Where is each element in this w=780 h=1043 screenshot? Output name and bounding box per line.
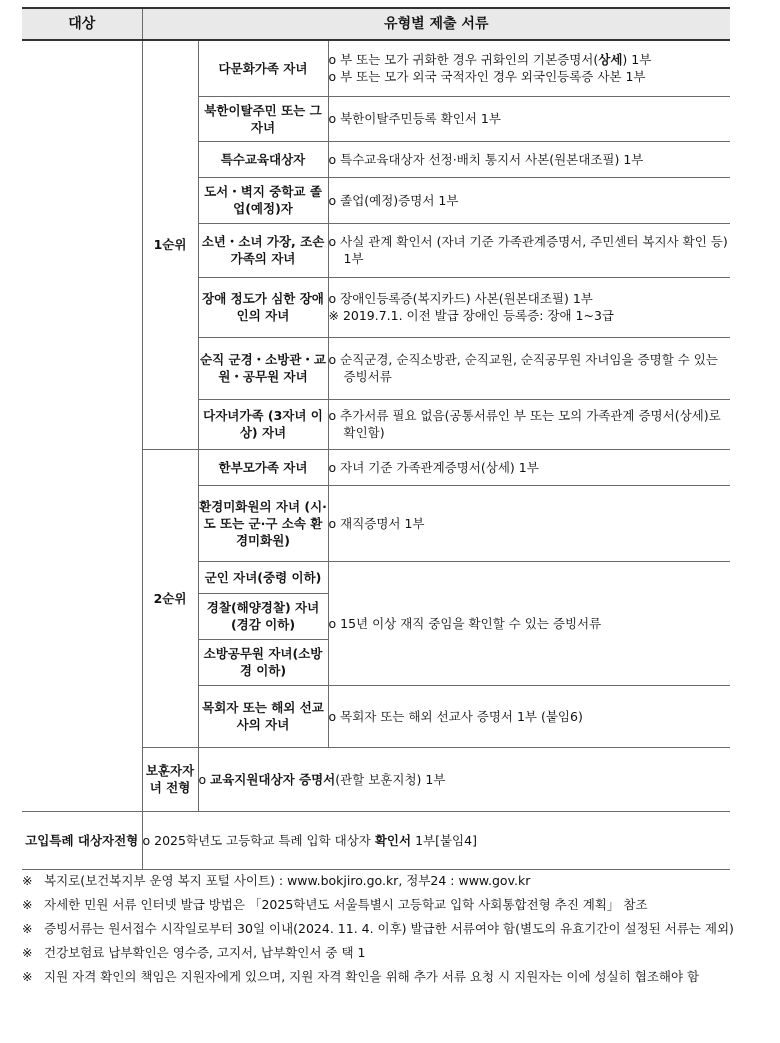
doc-line: o 부 또는 모가 외국 국적자인 경우 외국인등록증 사본 1부 <box>328 69 646 85</box>
header-target: 대상 <box>22 8 142 40</box>
priority-2-label: 2순위 <box>142 449 198 747</box>
header-row <box>22 8 730 40</box>
doc-line: o 졸업(예정)증명서 1부 <box>328 192 459 208</box>
doc-line: o 부 또는 모가 귀화한 경우 귀화인의 기본증명서(상세) 1부 <box>328 52 652 68</box>
doc-line: o 재직증명서 1부 <box>328 515 425 531</box>
category-cell: 경찰(해양경찰) 자녀(경감 이하) <box>198 593 328 639</box>
doc-cell <box>328 223 730 277</box>
category-cell: 북한이탈주민 또는 그 자녀 <box>198 96 328 141</box>
category-cell: 한부모가족 자녀 <box>198 449 328 485</box>
doc-cell <box>328 337 730 399</box>
table-row <box>22 811 730 869</box>
doc-cell <box>328 685 730 747</box>
header-docs: 유형별 제출 서류 <box>142 8 730 40</box>
note-item: ※ 지원 자격 확인의 책임은 지원자에게 있으며, 지원 자격 확인을 위해 추가 서류 요청 시 지원자는 이에 성실히 협조해야 함 <box>22 969 700 984</box>
category-cell: 다자녀가족 (3자녀 이상) 자녀 <box>198 399 328 449</box>
doc-cell <box>328 399 730 449</box>
special-label: 고입특례 대상자전형 <box>22 811 142 869</box>
note-item: ※ 건강보험료 납부확인은 영수증, 고지서, 납부확인서 중 택 1 <box>22 945 366 960</box>
doc-cell <box>328 485 730 561</box>
doc-line: o 순직군경, 순직소방관, 순직교원, 순직공무원 자녀임을 증명할 수 있는 증빙서류 <box>328 352 718 384</box>
doc-line: o 자녀 기준 가족관계증명서(상세) 1부 <box>328 459 539 475</box>
doc-cell <box>328 177 730 223</box>
category-cell: 특수교육대상자 <box>198 141 328 177</box>
veterans-doc: o 교육지원대상자 증명서(관할 보훈지청) 1부 <box>198 747 730 811</box>
category-cell: 다문화가족 자녀 <box>198 40 328 96</box>
doc-cell <box>328 141 730 177</box>
doc-line: o 15년 이상 재직 중임을 확인할 수 있는 증빙서류 <box>328 615 602 631</box>
doc-line: o 특수교육대상자 선정·배치 통지서 사본(원본대조필) 1부 <box>328 151 644 167</box>
doc-line: o 목회자 또는 해외 선교사 증명서 1부 (붙임6) <box>328 708 583 724</box>
doc-cell <box>328 277 730 337</box>
doc-cell <box>328 561 730 685</box>
category-cell: 군인 자녀(중령 이하) <box>198 561 328 593</box>
doc-cell <box>328 449 730 485</box>
doc-line: o 장애인등록증(복지카드) 사본(원본대조필) 1부 <box>328 291 593 306</box>
note-item: ※ 증빙서류는 원서접수 시작일로부터 30일 이내(2024. 11. 4. 이후) 발급한 서류여야 함(별도의 유효기간이 설정된 서류는 제외) <box>22 921 734 936</box>
empty-target-cell <box>22 40 142 811</box>
doc-line: o 추가서류 필요 없음(공통서류인 부 또는 모의 가족관계 증명서(상세)로 확인함) <box>328 408 721 440</box>
category-cell: 소방공무원 자녀(소방경 이하) <box>198 639 328 685</box>
special-doc: o 2025학년도 고등학교 특례 입학 대상자 확인서 1부[붙임4] <box>142 811 730 869</box>
table-row <box>22 40 730 96</box>
category-cell: 환경미화원의 자녀 (시·도 또는 군·구 소속 환경미화원) <box>198 485 328 561</box>
doc-line: o 사실 관계 확인서 (자녀 기준 가족관계증명서, 주민센터 복지사 확인 등) 1부 <box>328 234 728 266</box>
note-item: ※ 복지로(보건복지부 운영 복지 포털 사이트) : www.bokjiro.go.kr, 정부24 : www.gov.kr <box>22 873 531 888</box>
veterans-label: 보훈자자녀 전형 <box>142 747 198 811</box>
doc-line: o 북한이탈주민등록 확인서 1부 <box>328 111 501 126</box>
category-cell: 도서・벽지 중학교 졸업(예정)자 <box>198 177 328 223</box>
category-cell: 목회자 또는 해외 선교사의 자녀 <box>198 685 328 747</box>
category-cell: 순직 군경・소방관・교원・공무원 자녀 <box>198 337 328 399</box>
documents-table <box>22 7 730 870</box>
doc-line: ※ 2019.7.1. 이전 발급 장애인 등록증: 장애 1~3급 <box>328 308 614 323</box>
notes-section <box>22 872 752 992</box>
category-cell: 소년・소녀 가장, 조손가족의 자녀 <box>198 223 328 277</box>
note-item: ※ 자세한 민원 서류 인터넷 발급 방법은 「2025학년도 서울특별시 고등학교 입학 사회통합전형 추진 계획」 참조 <box>22 897 648 912</box>
priority-1-label: 1순위 <box>142 40 198 449</box>
doc-cell <box>328 96 730 141</box>
doc-cell <box>328 40 730 96</box>
category-cell: 장애 정도가 심한 장애인의 자녀 <box>198 277 328 337</box>
